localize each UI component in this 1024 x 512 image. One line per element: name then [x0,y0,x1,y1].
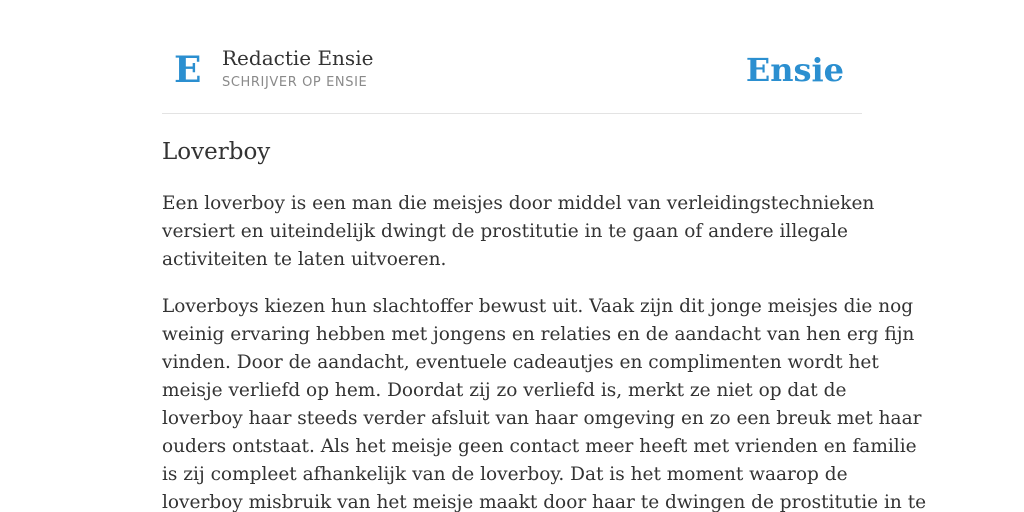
author-name-link[interactable]: Redactie Ensie [222,46,374,70]
paragraph-line: Een loverboy is een man die meisjes door middel van verleidingstechnieken [162,193,875,214]
paragraph-line: Loverboys kiezen hun slachtoffer bewust uit. Vaak zijn dit jonge meisjes die nog [162,296,914,317]
author-header [162,0,862,114]
paragraph-line: loverboy misbruik van het meisje maakt door haar te dwingen de prostitutie in te [162,492,927,512]
paragraph-line: loverboy haar steeds verder afsluit van haar omgeving en zo een breuk met haar [162,408,922,429]
paragraph-line: weinig ervaring hebben met jongens en relaties en de aandacht van hen erg fijn [162,324,915,345]
paragraph-line: vinden. Door de aandacht, eventuele cadeautjes en complimenten wordt het [162,352,879,373]
article-title: Loverboy [162,139,271,165]
paragraph-line: versiert en uiteindelijk dwingt de prostitutie in te gaan of andere illegale [162,221,848,242]
paragraph-2 [162,293,927,512]
paragraph-line: activiteiten te laten uitvoeren. [162,249,447,270]
paragraph-1 [162,190,875,274]
article-body [162,132,927,512]
paragraph-line: ouders ontstaat. Als het meisje geen contact meer heeft met vrienden en familie [162,436,917,457]
author-logo-icon[interactable]: E [174,49,202,91]
paragraph-line: meisje verliefd op hem. Doordat zij zo verliefd is, merkt ze niet op dat de [162,380,847,401]
paragraph-line: is zij compleet afhankelijk van de loverboy. Dat is het moment waarop de [162,464,848,485]
brand-logo-link[interactable]: Ensie [745,51,844,89]
author-role: SCHRIJVER OP ENSIE [222,75,368,90]
